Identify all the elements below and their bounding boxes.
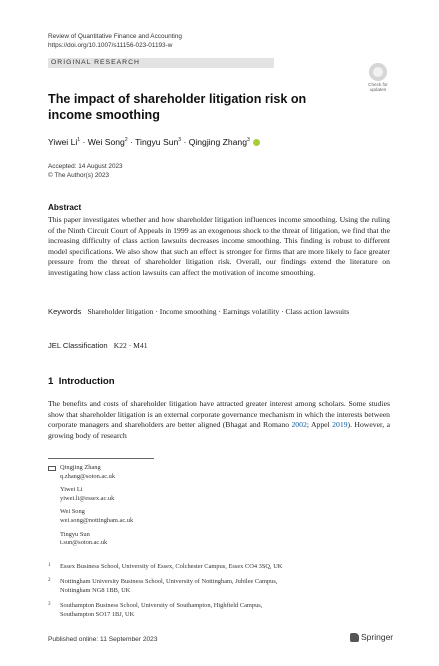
author-affiliation-mark: 3: [178, 137, 182, 144]
doi-link[interactable]: https://doi.org/10.1007/s11156-023-01193-w: [48, 42, 173, 49]
paper-title: The impact of shareholder litigation risk on income smoothing: [48, 92, 307, 122]
check-updates-line1: Check for: [368, 82, 388, 87]
publisher-logo[interactable]: [350, 632, 393, 642]
keywords-value: Shareholder litigation · Income smoothing · Earnings volatility · Class action lawsuits: [87, 307, 350, 316]
section-heading: [48, 376, 115, 387]
citation-link[interactable]: 2002: [291, 420, 307, 430]
envelope-icon: [48, 466, 56, 471]
publication-dates: [48, 162, 123, 180]
author-name[interactable]: Tingyu Sun: [135, 137, 179, 147]
author-affiliation-mark: 1: [77, 137, 81, 144]
author-name[interactable]: Yiwei Li: [48, 137, 78, 147]
accepted-date: Accepted: 14 August 2023: [48, 163, 123, 170]
article-type-badge: ORIGINAL RESEARCH: [48, 58, 274, 68]
jel-label: JEL Classification: [48, 341, 108, 350]
check-updates-icon: [369, 63, 387, 81]
published-online-date: Published online: 11 September 2023: [48, 636, 158, 643]
section-number: 1: [48, 376, 54, 387]
author-name[interactable]: Wei Song: [87, 137, 125, 147]
copyright-notice: © The Author(s) 2023: [48, 172, 110, 179]
jel-value: K22 · M41: [113, 341, 148, 350]
intro-paragraph: The benefits and costs of shareholder litigation have attracted greater interest among scholars. Some studies show that shareholder litigation is an external corporate governance mechanism in which the interests between corporate managers and shareholders are better aligned (Bhagat and Romano 2002; Appel 2019). However, a growing body of research: [48, 399, 391, 440]
footnote-divider: [48, 458, 154, 459]
check-updates-line2: updates: [369, 87, 387, 92]
author-contact-name: Tingyu Sun: [60, 530, 90, 538]
keywords-label: Keywords: [48, 307, 82, 316]
author-contact-email[interactable]: yiwei.li@essex.ac.uk: [60, 494, 115, 502]
journal-name: Review of Quantitative Finance and Accounting: [48, 33, 182, 40]
abstract-heading: Abstract: [48, 203, 82, 212]
section-title: Introduction: [58, 376, 115, 387]
author-list: Yiwei $Li^1$ · Wei Song$^2$ · Tingyu Sun$^3$ · Qingjing Zhang$^3$: [48, 137, 260, 147]
author-contact-name: Wei Song: [60, 508, 85, 516]
check-for-updates-button[interactable]: [363, 63, 393, 93]
corresponding-author-name: Qingjing Zhang: [60, 464, 101, 471]
author-contact-name: Yiwei Li: [60, 486, 83, 494]
author-contact-email[interactable]: wei.song@nottingham.ac.uk: [60, 516, 134, 524]
correspondence-block: [48, 464, 133, 553]
publisher-name: Springer: [361, 632, 394, 642]
author-affiliation-mark: 2: [124, 137, 128, 144]
citation-link[interactable]: 2019: [332, 420, 348, 430]
author-contact-email[interactable]: t.sun@soton.ac.uk: [60, 539, 108, 547]
journal-header: [48, 32, 182, 50]
orcid-icon[interactable]: [253, 139, 260, 146]
jel-classification: [48, 341, 148, 350]
keywords: [48, 307, 390, 318]
abstract-text: This paper investigates whether and how shareholder litigation influences income smoothing. Using the ruling of the Ninth Circuit Court of Appeals in 1999 as an exogenous shock to the threat of litigation, we find that the increasing difficulty of class action lawsuits decreases income smoothing. This finding is robust to different model specifications. We also show that such an effect is stronger for firms that are more likely to face greater pressure from the threat of shareholder litigation risk. Overall, our findings extend the literature on investigating how class action lawsuits can affect the motivation of income smoothing.: [48, 215, 390, 277]
springer-horse-icon: [350, 633, 359, 642]
corresponding-author-email[interactable]: q.zhang@soton.ac.uk: [60, 472, 116, 480]
author-name[interactable]: Qingjing Zhang: [188, 137, 247, 147]
author-affiliation-mark: 3: [246, 137, 250, 144]
